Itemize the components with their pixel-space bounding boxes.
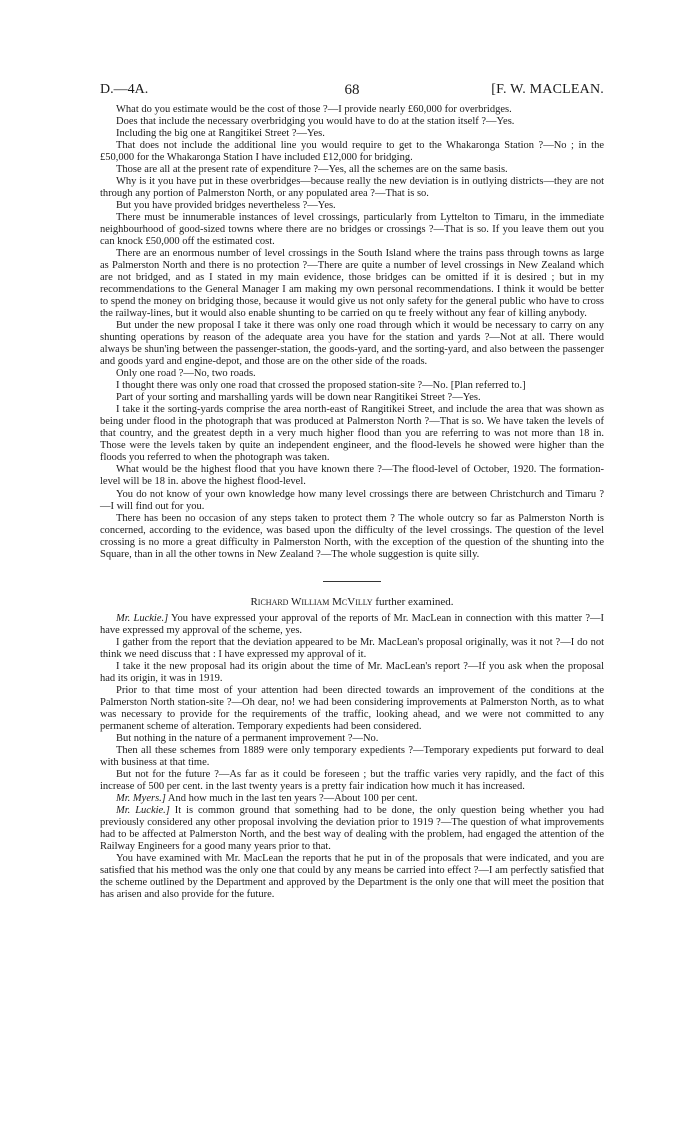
- paragraph: [100, 769, 604, 793]
- paragraph: [100, 104, 604, 116]
- section-title: [100, 596, 604, 609]
- paragraph: [100, 404, 604, 464]
- paragraph: [100, 637, 604, 661]
- paragraph: [100, 661, 604, 685]
- paragraph: [100, 200, 604, 212]
- evidence-maclean: [100, 104, 604, 561]
- paragraph-text: It is common ground that something had to be done, the only question being whether you had previously considered any other proposal involving the deviation prior to 1919 ?—The question of what improvements had to be affected at Palmerston North, and the best way of dealing with the problem, had engaged the attention of the Railway Engineers for a good many years prior to that.: [100, 804, 605, 852]
- paragraph-text: Does that include the necessary overbridging you would have to do at the station itself ?—Yes.: [116, 116, 515, 128]
- paragraph-text: But you have provided bridges nevertheless ?—Yes.: [116, 200, 336, 212]
- paragraph-text: There has been no occasion of any steps taken to protect them ? The whole outcry so far as Palmerston North is concerned, according to the evidence, was based upon the difficulty of the level crossings. The question of the level crossing is no more a great difficulty in Palmerston North, with the exception of the question of the shunting into the Square, than in all the other towns in New Zealand ?—The whole suggestion is quite silly.: [100, 512, 604, 560]
- paragraph: [100, 745, 604, 769]
- paragraph: [100, 805, 604, 853]
- paragraph: [100, 489, 604, 513]
- paragraph-text: That does not include the additional line you would require to get to the Whakaronga Station ?—No ; in the £50,000 for the Whakaronga Station I have included £12,000 for bridging.: [100, 140, 604, 164]
- page-number: 68: [344, 82, 360, 98]
- paragraph: [100, 176, 604, 200]
- document-reference: D.—4A.: [100, 82, 149, 97]
- witness-heading-name: Richard William McVilly: [250, 595, 373, 608]
- paragraph: [100, 140, 604, 164]
- paragraph: [100, 392, 604, 404]
- paragraph-text: But under the new proposal I take it there was only one road through which it would be necessary to carry on any shunting operations by reason of the adequate area you have for the station and yards ?—Not at all. There would always be shun'ing between the passenger-station, the goods-yard, and the sorting-yard, and also between the passenger and goods yard and engine-depot, and those are on the other side of the roads.: [100, 320, 604, 368]
- page-header: [100, 82, 604, 98]
- paragraph-text: Including the big one at Rangitikei Street ?—Yes.: [116, 128, 325, 140]
- paragraph-text: I take it the new proposal had its origin about the time of Mr. MacLean's report ?—If you ask when the proposal had its origin, it was in 1919.: [100, 660, 604, 684]
- paragraph: [100, 853, 604, 901]
- paragraph: [100, 368, 604, 380]
- evidence-mcvilly: [100, 613, 604, 901]
- section-divider: [323, 581, 381, 582]
- paragraph: [100, 212, 604, 248]
- paragraph-text: Prior to that time most of your attention had been directed towards an improvement of the conditions at the Palmerston North station-site ?—Oh dear, no! we had been considering improvements at Palmerston North, as to what was necessary to provide for the requirements of the traffic, looking ahead, and we were not committed to any permanent scheme of alteration. Temporary expedients had been considered.: [100, 684, 604, 732]
- paragraph: [100, 128, 604, 140]
- paragraph-text: What would be the highest flood that you have known there ?—The flood-level of October, 1920. The formation-level will be 18 in. above the highest flood-level.: [100, 464, 604, 488]
- paragraph-text: You have examined with Mr. MacLean the reports that he put in of the proposals that were indicated, and you are satisfied that his method was the only one that could by any means be carried into effect ?—I am perfectly satisfied that the scheme outlined by the Department and approved by the Department is the only one that will meet the position that has arisen and also provide for the future.: [100, 852, 604, 900]
- paragraph: [100, 248, 604, 320]
- paragraph-text: And how much in the last ten years ?—About 100 per cent.: [165, 792, 418, 804]
- speaker-label: Mr. Myers.]: [116, 792, 166, 804]
- witness-name: [F. W. MACLEAN.: [491, 82, 604, 97]
- paragraph-text: I gather from the report that the deviation appeared to be Mr. MacLean's proposal originally, was it not ?—I do not think we need discuss that : I have expressed my approval of it.: [100, 636, 604, 660]
- paragraph-text: I take it the sorting-yards comprise the area north-east of Rangitikei Street, and include the area that was shown as being under flood in the photograph that was produced at Palmerston North ?—That is so. We have taken the levels of that country, and the greatest depth in a very much higher flood than you are referring to was not more than 18 in. Those were the levels taken by quite an independent engineer, and the flood-levels he showed were higher than the floods you referred to when the photograph was taken.: [100, 404, 604, 464]
- paragraph-text: Those are all at the present rate of expenditure ?—Yes, all the schemes are on the same basis.: [116, 164, 508, 176]
- paragraph-text: You do not know of your own knowledge how many level crossings there are between Christchurch and Timaru ?—I will find out for you.: [100, 488, 604, 512]
- speaker-label: Mr. Luckie.]: [116, 612, 169, 624]
- paragraph-text: Only one road ?—No, two roads.: [116, 368, 256, 380]
- paragraph: [100, 464, 604, 488]
- paragraph-text: Then all these schemes from 1889 were only temporary expedients ?—Temporary expedients put forward to deal with business at that time.: [100, 744, 604, 768]
- paragraph-text: But not for the future ?—As far as it could be foreseen ; but the traffic varies very rapidly, and the fact of this increase of 500 per cent. in the last twenty years is a pretty fair indication how much it has increased.: [100, 768, 604, 792]
- paragraph: [100, 380, 604, 392]
- paragraph-text: What do you estimate would be the cost of those ?—I provide nearly £60,000 for overbridges.: [116, 104, 512, 115]
- paragraph-text: You have expressed your approval of the reports of Mr. MacLean in connection with this matter ?—I have expressed my approval of the scheme, yes.: [100, 612, 605, 636]
- speaker-label: Mr. Luckie.]: [116, 804, 170, 816]
- paragraph-text: Why is it you have put in these overbridges—because really the new deviation is in outlying districts—they are not through any portion of Palmerston North, or any populated area ?—That is so.: [100, 176, 604, 200]
- paragraph: [100, 513, 604, 561]
- paragraph-text: But nothing in the nature of a permanent improvement ?—No.: [116, 732, 379, 744]
- paragraph-text: Part of your sorting and marshalling yards will be down near Rangitikei Street ?—Yes.: [116, 392, 481, 404]
- paragraph-text: There must be innumerable instances of level crossings, particularly from Lyttelton to Timaru, in the immediate neighbourhood of good-sized towns where there are no bridges or crossings ?—That is so. If you leave them out you can knock £50,000 off the estimated cost.: [100, 212, 604, 248]
- paragraph: [100, 685, 604, 733]
- paragraph-text: There are an enormous number of level crossings in the South Island where the trains pass through towns as large as Palmerston North and there is no protection ?—There are quite a number of level crossings in New Zealand which are not bridged, and as I stated in my main evidence, those bridges can be omitted if it is desired ; but in my recommendations to the General Manager I am making my own personal recommendations. I think it would be better to spend the money on bridging those, because it would give us not only safety for the general public who have to cross the railway-lines, but it would also enable shunting to be carried on qu te freely without any fear of killing anybody.: [100, 248, 604, 320]
- paragraph: [100, 164, 604, 176]
- document-body: [100, 104, 604, 901]
- paragraph: [100, 320, 604, 368]
- paragraph: [100, 733, 604, 745]
- paragraph-text: I thought there was only one road that crossed the proposed station-site ?—No. [Plan referred to.]: [116, 380, 526, 392]
- witness-heading-suffix: further examined.: [372, 595, 454, 608]
- paragraph: [100, 793, 604, 805]
- paragraph: [100, 613, 604, 637]
- paragraph: [100, 116, 604, 128]
